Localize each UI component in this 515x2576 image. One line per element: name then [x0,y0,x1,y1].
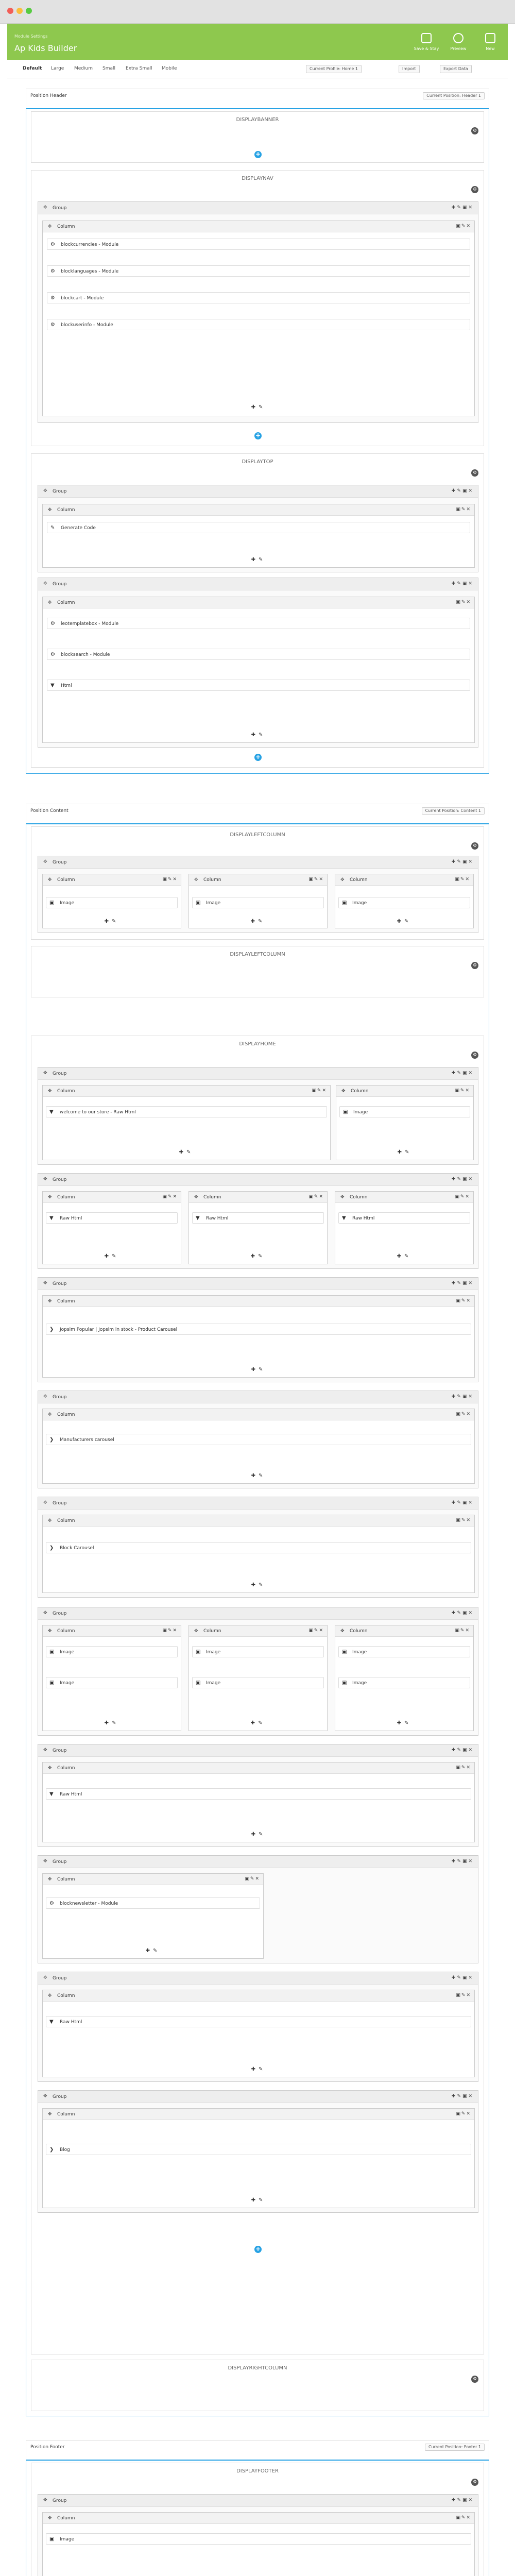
eye-icon [453,33,464,43]
group-label[interactable]: Group [53,206,67,211]
module-item[interactable]: ▼ Html [47,680,470,691]
column-footer-tools[interactable]: ✚✎ [251,404,266,410]
drag-handle-icon[interactable]: ✥ [48,877,52,883]
drag-handle-icon[interactable]: ✥ [48,507,52,513]
module-item[interactable]: ▣ Image [339,1106,470,1117]
hook-displayrightcolumn: DISPLAYRIGHTCOLUMN ⚙ [31,2360,484,2411]
hook-displaybanner [31,111,484,163]
hook-title: DISPLAYBANNER [236,117,279,123]
tab-default[interactable]: Default [23,66,42,71]
image-icon: ▣ [342,1680,347,1686]
module-item[interactable]: ▣ Image [46,1646,178,1657]
chevron-right-icon: ❯ [49,2147,54,2153]
column: ✥ Column ▣✎✕ ▣ Image ▣ Image ✚✎ [335,1625,474,1731]
drag-handle-icon[interactable]: ✥ [43,2094,47,2099]
module-icon: ⚙ [50,322,55,328]
image-icon: ▣ [49,1680,55,1686]
import-button[interactable]: Import [399,65,420,73]
drag-handle-icon[interactable]: ✥ [48,1993,52,1998]
drag-handle-icon[interactable]: ✥ [341,1089,346,1094]
tab-extra-small[interactable]: Extra Small [126,66,152,71]
column: ✥ Column ▣✎✕ ▣ Image ✚✎ [188,874,328,928]
module-icon: ⚙ [50,621,55,626]
column: ✥ Column ▣✎✕ ❯ Manufacturers carousel ✚✎ [42,1409,475,1484]
drag-handle-icon[interactable]: ✥ [48,1299,52,1304]
group: ✥ Group ✚✎▣✕ ✥ Column ▣✎✕ ✎ Generate Code ✚✎ [38,485,478,572]
drag-handle-icon[interactable]: ✥ [48,1766,52,1771]
hook-title: DISPLAYTOP [242,459,273,465]
module-item[interactable]: ▼ welcome to our store - Raw Html [46,1106,327,1117]
drag-handle-icon[interactable]: ✥ [48,2112,52,2117]
group: ✥ Group ✚✎▣✕ ✥ Column ▣✎✕ ▼ Raw Html ✚✎ [38,1972,478,2082]
drag-handle-icon[interactable]: ✥ [43,1611,47,1616]
module-item[interactable]: ⚙ blockcurrencies - Module [47,239,470,250]
image-icon: ▣ [342,1649,347,1655]
drag-handle-icon[interactable]: ✥ [194,1629,198,1634]
module-item[interactable]: ❯ Jopsim Popular | Jopsim in stock - Product Carousel [46,1324,471,1335]
module-item[interactable]: ▣ Image [192,1677,324,1688]
html5-icon: ▼ [342,1215,346,1221]
drag-handle-icon[interactable]: ✥ [340,1629,345,1634]
image-icon: ▣ [196,1680,201,1686]
tab-medium[interactable]: Medium [74,66,93,71]
html5-icon: ▼ [49,1791,54,1797]
column: ✥ Column ▣✎✕ ⚙ leotemplatebox - Module ⚙ blocksearch - Module ▼ Html ✚✎ [42,597,475,743]
module-item[interactable]: ⚙ blockuserinfo - Module [47,319,470,330]
section-header-select[interactable]: Current Position: Header 1 [423,92,485,99]
hook-displayleftcolumn-2: DISPLAYLEFTCOLUMN ⚙ [31,946,484,997]
plus-icon [485,33,495,43]
module-icon: ⚙ [50,295,55,301]
drag-handle-icon[interactable]: ✥ [43,1071,47,1076]
drag-handle-icon[interactable]: ✥ [48,1089,52,1094]
drag-handle-icon[interactable]: ✥ [43,488,47,494]
export-button[interactable]: Export Data [440,65,472,73]
module-item[interactable]: ▼ Raw Html [192,1212,324,1224]
module-item[interactable]: ⚙ blockcart - Module [47,292,470,303]
module-item[interactable]: ▣ Image [338,897,470,908]
column: ✥ Column ▣✎✕ ▣ Image ▣ Image ✚✎ [42,1625,181,1731]
gear-icon[interactable]: ⚙ [471,2479,478,2486]
drag-handle-icon[interactable]: ✥ [194,1195,198,1200]
group: ✥ Group ✚✎▣✕ ✥ Column ▣✎✕ ▼ welcome to our store - Raw Html ✚✎ ✥ Column ▣✎✕ ▣ Image ✚✎ [38,1067,478,1165]
gear-icon[interactable]: ⚙ [471,127,478,134]
tab-mobile[interactable]: Mobile [162,66,177,71]
drag-handle-icon[interactable]: ✥ [43,205,47,210]
group: ✥ Group ✚✎▣✕ ✥ Column ▣✎✕ ⚙ leotemplatebox - Module ⚙ blocksearch - Module ▼ Html ✚✎ [38,578,478,748]
hook-displaytop [31,453,484,768]
chevron-right-icon: ❯ [49,1545,54,1551]
column: ✥ Column ▣✎✕ ❯ Jopsim Popular | Jopsim in stock - Product Carousel ✚✎ [42,1295,475,1378]
module-item[interactable]: ✎ Generate Code [47,522,470,533]
column: ✥ Column ▣✎✕ ▣ Image ▣ Image ✚✎ [188,1625,328,1731]
drag-handle-icon[interactable]: ✥ [43,1177,47,1182]
minimize-window-icon[interactable] [16,8,23,14]
code-icon: ✎ [50,525,55,531]
column: ✥ Column ▣✎✕ ▼ Raw Html ✚✎ [42,1191,181,1264]
drag-handle-icon[interactable]: ✥ [48,1629,52,1634]
page-title: Ap Kids Builder [14,43,77,53]
add-group-button[interactable]: + [255,753,261,760]
gear-icon[interactable]: ⚙ [471,1052,478,1059]
group-tools[interactable]: ✚✎▣✕ [451,205,474,210]
preview-button[interactable]: Preview [444,30,473,58]
gear-icon[interactable]: ⚙ [471,962,478,969]
save-and-stay-button[interactable]: Save & Stay [412,30,441,58]
hook-displayfooter: DISPLAYFOOTER ⚙ ✥ Group ✚✎▣✕ ✥ Column ▣✎✕ ▣ Image [31,2463,484,2576]
drag-handle-icon[interactable]: ✥ [43,1500,47,1505]
module-item[interactable]: ▼ Raw Html [46,1212,178,1224]
drag-handle-icon[interactable]: ✥ [43,1859,47,1864]
breadcrumb[interactable]: Module Settings [14,34,48,39]
column: ✥ Column ▣✎✕ ▣ Image ✚✎ [336,1085,474,1160]
drag-handle-icon[interactable]: ✥ [43,859,47,865]
group: ✥ Group ✚✎▣✕ ✥ Column ▣✎✕ ❯ Blog ✚✎ [38,2090,478,2213]
group: ✥ Group ✚✎▣✕ ✥ Column ▣✎✕ ❯ Jopsim Popular | Jopsim in stock - Product Carousel ✚✎ [38,1277,478,1382]
image-icon: ▣ [49,2536,55,2542]
add-group-button[interactable]: + [255,2245,261,2252]
module-item[interactable]: ▼ Raw Html [46,2016,471,2027]
drag-handle-icon[interactable]: ✥ [43,1394,47,1399]
module-item[interactable]: ▣ Image [46,897,178,908]
drag-handle-icon[interactable]: ✥ [43,1975,47,1980]
gear-icon[interactable]: ⚙ [471,842,478,850]
module-item[interactable]: ▣ Image [46,1677,178,1688]
column: ✥ Column ▣✎✕ ▼ welcome to our store - Raw Html ✚✎ [42,1085,331,1160]
module-icon: ⚙ [50,242,55,247]
save-icon [421,33,432,43]
drag-handle-icon[interactable]: ✥ [48,1412,52,1417]
module-item[interactable]: ⚙ blocksearch - Module [47,649,470,660]
section-content: Position Content Current Position: Content 1 [26,804,489,824]
drag-handle-icon[interactable]: ✥ [48,1195,52,1200]
image-icon: ▣ [49,900,55,906]
module-item[interactable]: ▼ Raw Html [338,1212,470,1224]
module-item[interactable]: ❯ Blog [46,2144,471,2155]
image-icon: ▣ [49,1649,55,1655]
html5-icon: ▼ [49,2019,54,2025]
section-header-title: Position Header [30,93,67,98]
html5-icon: ▼ [50,683,55,688]
module-item[interactable]: ❯ Manufacturers carousel [46,1434,471,1445]
module-item[interactable]: ▣ Image [192,1646,324,1657]
drag-handle-icon[interactable]: ✥ [194,877,198,883]
module-item[interactable]: ▣ Image [46,2533,471,2545]
chevron-right-icon: ❯ [49,1437,54,1443]
section-header [26,89,489,109]
tab-large[interactable]: Large [51,66,64,71]
hook-displayleftcolumn: DISPLAYLEFTCOLUMN ⚙ ✥ Group ✚✎▣✕ ✥ Column ▣✎✕ ▣ Image ✚✎ ✥ Column ▣✎✕ ▣ Image ✚✎ ✥ Column ▣✎✕ ▣ Image ✚✎ [31,826,484,940]
drag-handle-icon[interactable]: ✥ [43,581,47,586]
image-icon: ▣ [343,1109,348,1115]
module-item[interactable]: ⚙ blocklanguages - Module [47,265,470,277]
maximize-window-icon[interactable] [26,8,32,14]
column: ✥ Column ▣✎✕ ▼ Raw Html ✚✎ [42,1990,475,2077]
column: ✥ Column ▣✎✕ ✎ Generate Code ✚✎ [42,504,475,568]
column: ✥ Column ▣✎✕ ▼ Raw Html ✚✎ [188,1191,328,1264]
html5-icon: ▼ [196,1215,200,1221]
drag-handle-icon[interactable]: ✥ [340,877,345,883]
drag-handle-icon[interactable]: ✥ [340,1195,345,1200]
group: ✥ Group ✚✎▣✕ ✥ Column ▣✎✕ ⚙ blocknewsletter - Module ✚✎ [38,1855,478,1963]
group: ✥ Group ✚✎▣✕ ✥ Column ▣✎✕ ▣ Image ✚✎ ✥ Column ▣✎✕ ▣ Image ✚✎ ✥ Column ▣✎✕ ▣ Image ✚✎ [38,856,478,933]
drag-handle-icon[interactable]: ✥ [48,1518,52,1523]
drag-handle-icon[interactable]: ✥ [43,1281,47,1286]
module-item[interactable]: ⚙ leotemplatebox - Module [47,618,470,629]
column: ✥ Column ▣✎✕ ❯ Blog ✚✎ [42,2108,475,2208]
hook-displayhome: DISPLAYHOME ⚙ ✥ Group ✚✎▣✕ ✥ Column ▣✎✕ ▼ welcome to our store - Raw Html ✚✎ ✥ Column ▣✎✕ ▣ Image ✚✎ ✥ Group ✚✎▣✕ ✥ Column ▣✎✕ ▼ Raw Html ✚✎ ✥ Column ▣✎✕ ▼ Raw Html ✚✎ ✥ Column ▣✎✕ ▼ Raw Html ✚✎ ✥ Group ✚✎▣✕ ✥ Column ▣✎✕ ❯ Jopsim Popular | Jopsim in stock - Product Carousel ✚✎ ✥ Group ✚✎▣✕ ✥ Column ▣✎✕ ❯ Manufacturers carousel ✚✎ ✥ Group ✚✎▣✕ ✥ Column ▣✎✕ ❯ Block Carousel ✚✎ ✥ Group ✚✎▣✕ ✥ Column ▣✎✕ ▣ Image ▣ Image ✚✎ ✥ Column ▣✎✕ ▣ Image ▣ Image ✚✎ ✥ Column ▣✎✕ ▣ Image ▣ Image ✚✎ ✥ Group ✚✎▣✕ ✥ Column ▣✎✕ ▼ Raw Html ✚✎ ✥ Group ✚✎▣✕ ✥ Column ▣✎✕ ⚙ blocknewsletter - Module ✚✎ ✥ Group ✚✎▣✕ ✥ Column ▣✎✕ ▼ Raw Html ✚✎ ✥ Group ✚✎▣✕ ✥ Column ▣✎✕ ❯ Blog ✚✎ + [31,1036,484,2354]
close-window-icon[interactable] [7,8,13,14]
module-item[interactable]: ⚙ blocknewsletter - Module [46,1897,260,1909]
add-group-button[interactable]: + [255,432,261,439]
profile-select[interactable]: Current Profile: Home 1 [306,65,362,73]
gear-icon[interactable]: ⚙ [471,2376,478,2383]
module-item[interactable]: ▣ Image [192,897,324,908]
image-icon: ▣ [196,900,201,906]
drag-handle-icon[interactable]: ✥ [48,1877,52,1882]
group: ✥ Group ✚✎▣✕ ✥ Column ▣✎✕ ▼ Raw Html ✚✎ [38,1744,478,1847]
hook-title: DISPLAYNAV [242,176,273,181]
column [42,221,475,416]
tab-small[interactable]: Small [102,66,115,71]
group: ✥ Group ✚✎▣✕ ✥ Column ▣✎✕ ▼ Raw Html ✚✎ ✥ Column ▣✎✕ ▼ Raw Html ✚✎ ✥ Column ▣✎✕ ▼ Raw Html ✚✎ [38,1173,478,1269]
column: ✥ Column ▣✎✕ ❯ Block Carousel ✚✎ [42,1515,475,1593]
module-item[interactable]: ▼ Raw Html [46,1788,471,1800]
column: ✥ Column ▣✎✕ ▼ Raw Html ✚✎ [42,1762,475,1842]
device-tabs [7,60,508,78]
column-tools[interactable]: ▣✎✕ [456,224,471,229]
html5-icon: ▼ [49,1215,54,1221]
html5-icon: ▼ [49,1109,54,1115]
group [38,201,478,423]
module-icon: ⚙ [50,652,55,657]
column: ✥ Column ▣✎✕ ⚙ blocknewsletter - Module ✚✎ [42,1873,264,1959]
section-footer: Position Footer Current Position: Footer 1 [26,2440,489,2461]
drag-handle-icon[interactable]: ✥ [43,1748,47,1753]
image-icon: ▣ [196,1649,201,1655]
column: ✥ Column ▣✎✕ ▣ Image [42,2512,475,2576]
hook-displaynav [31,170,484,446]
module-item[interactable]: ▣ Image [338,1646,470,1657]
group: ✥ Group ✚✎▣✕ ✥ Column ▣✎✕ ▣ Image ▣ Image ✚✎ ✥ Column ▣✎✕ ▣ Image ▣ Image ✚✎ ✥ Column ▣✎✕ ▣ Image ▣ Image ✚✎ [38,1607,478,1736]
module-icon: ⚙ [49,1901,54,1906]
module-item[interactable]: ▣ Image [338,1677,470,1688]
drag-handle-icon[interactable]: ✥ [43,2498,47,2503]
column: ✥ Column ▣✎✕ ▼ Raw Html ✚✎ [335,1191,474,1264]
gear-icon[interactable]: ⚙ [471,469,478,477]
drag-handle-icon[interactable]: ✥ [48,224,52,229]
gear-icon[interactable]: ⚙ [471,186,478,193]
browser-chrome [0,0,515,24]
drag-handle-icon[interactable]: ✥ [48,2516,52,2521]
drag-handle-icon[interactable]: ✥ [48,600,52,605]
module-icon: ⚙ [50,268,55,274]
group: ✥ Group ✚✎▣✕ ✥ Column ▣✎✕ ❯ Block Carousel ✚✎ [38,1497,478,1598]
chevron-right-icon: ❯ [49,1327,54,1332]
image-icon: ▣ [342,900,347,906]
add-group-button[interactable]: + [255,150,261,158]
group: ✥ Group ✚✎▣✕ ✥ Column ▣✎✕ ▣ Image [38,2494,478,2576]
column: ✥ Column ▣✎✕ ▣ Image ✚✎ [335,874,474,928]
group: ✥ Group ✚✎▣✕ ✥ Column ▣✎✕ ❯ Manufacturers carousel ✚✎ [38,1391,478,1488]
column: ✥ Column ▣✎✕ ▣ Image ✚✎ [42,874,181,928]
module-item[interactable]: ❯ Block Carousel [46,1542,471,1553]
add-new-button[interactable]: New [476,30,505,58]
column-label[interactable]: Column [57,224,75,229]
